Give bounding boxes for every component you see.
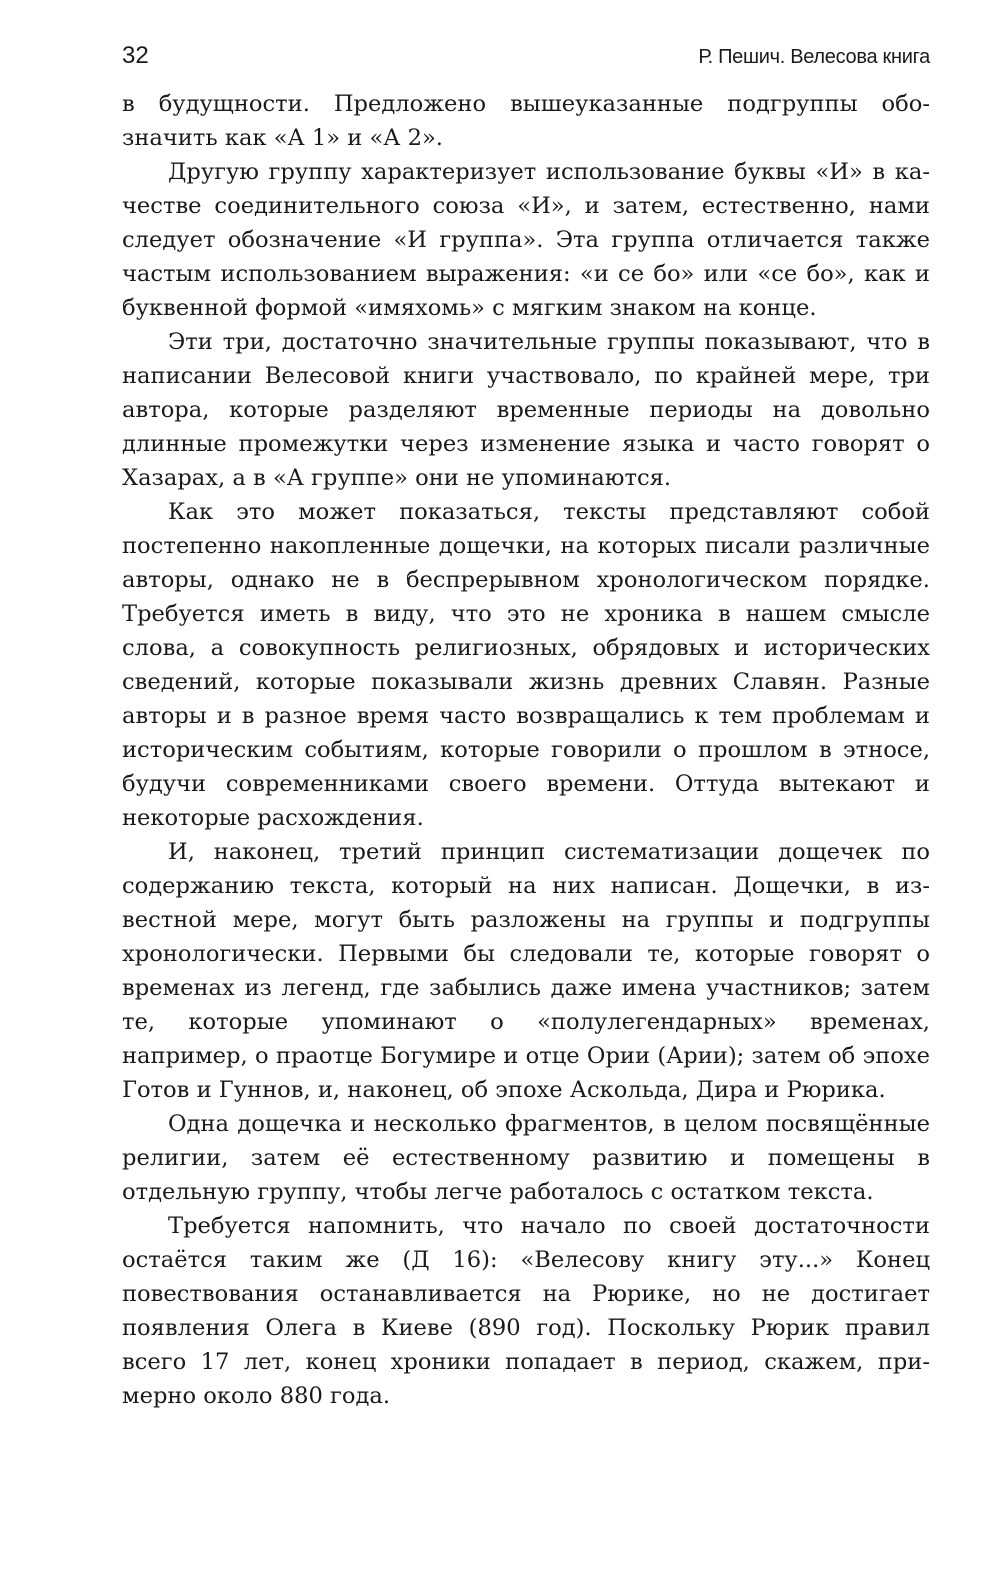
body-text [122, 87, 930, 1413]
paragraph-chronicle-end: Требуется напомнить, что начало по своей достаточности остаётся таким же (Д 16): «Велесову книгу эту...» Конец повествования останавливается на Рюрике, но не достигает появления Олега в Киеве (890 год). Поскольку Рюрик правил всего 17 лет, конец хроники попадает в период, скажем, примерно около 880 года. [122, 1213, 930, 1409]
paragraph-three-groups: Эти три, достаточно значительные группы показывают, что в написании Велесовой книги участвовало, по крайней мере, три автора, которые разделяют временные периоды на довольно длинные промежутки через изменение языка и часто говорят о Хазарах, а в «А группе» они не упоминаются. [122, 329, 930, 491]
paragraph-religion-fragments: Одна дощечка и несколько фрагментов, в целом посвящённые религии, затем её естественному развитию и помещены в отдельную группу, чтобы легче работалось с остатком текста. [122, 1111, 930, 1205]
paragraph-texts-tablets: Как это может показаться, тексты представляют собой постепенно накопленные дощечки, на которых писали различные авторы, однако не в беспрерывном хронологическом порядке. Требуется иметь в виду, что это не хроника в нашем смысле слова, а совокупность религиозных, обрядовых и исторических сведений, которые показывали жизнь древних Славян. Разные авторы и в разное время часто возвращались к тем проблемам и историческим событиям, которые говорили о прошлом в этносе, будучи современниками своего времени. Оттуда вытекают и некоторые расхождения. [122, 499, 930, 831]
paragraph-continuation: в будущности. Предложено вышеуказанные подгруппы обозначить как «А 1» и «А 2». [122, 91, 930, 151]
paragraph-i-group: Другую группу характеризует использование буквы «И» в качестве соединительного союза «И», и затем, естественно, нами следует обозначение «И группа». Эта группа отличается также частым использованием выражения: «и се бо» или «се бо», как и буквенной формой «имяхомь» с мягким знаком на конце. [122, 159, 930, 321]
page-header [122, 40, 930, 76]
page-number: 32 [122, 42, 149, 69]
running-title: Р. Пешич. Велесова книга [698, 46, 930, 68]
paragraph-third-principle: И, наконец, третий принцип систематизации дощечек по содержанию текста, который на них написан. Дощечки, в известной мере, могут быть разложены на группы и подгруппы хронологически. Первыми бы следовали те, которые говорят о временах из легенд, где забылись даже имена участников; затем те, которые упоминают о «полулегендарных» временах, например, о праотце Богумире и отце Ории (Арии); затем об эпохе Готов и Гуннов, и, наконец, об эпохе Аскольда, Дира и Рюрика. [122, 839, 930, 1103]
